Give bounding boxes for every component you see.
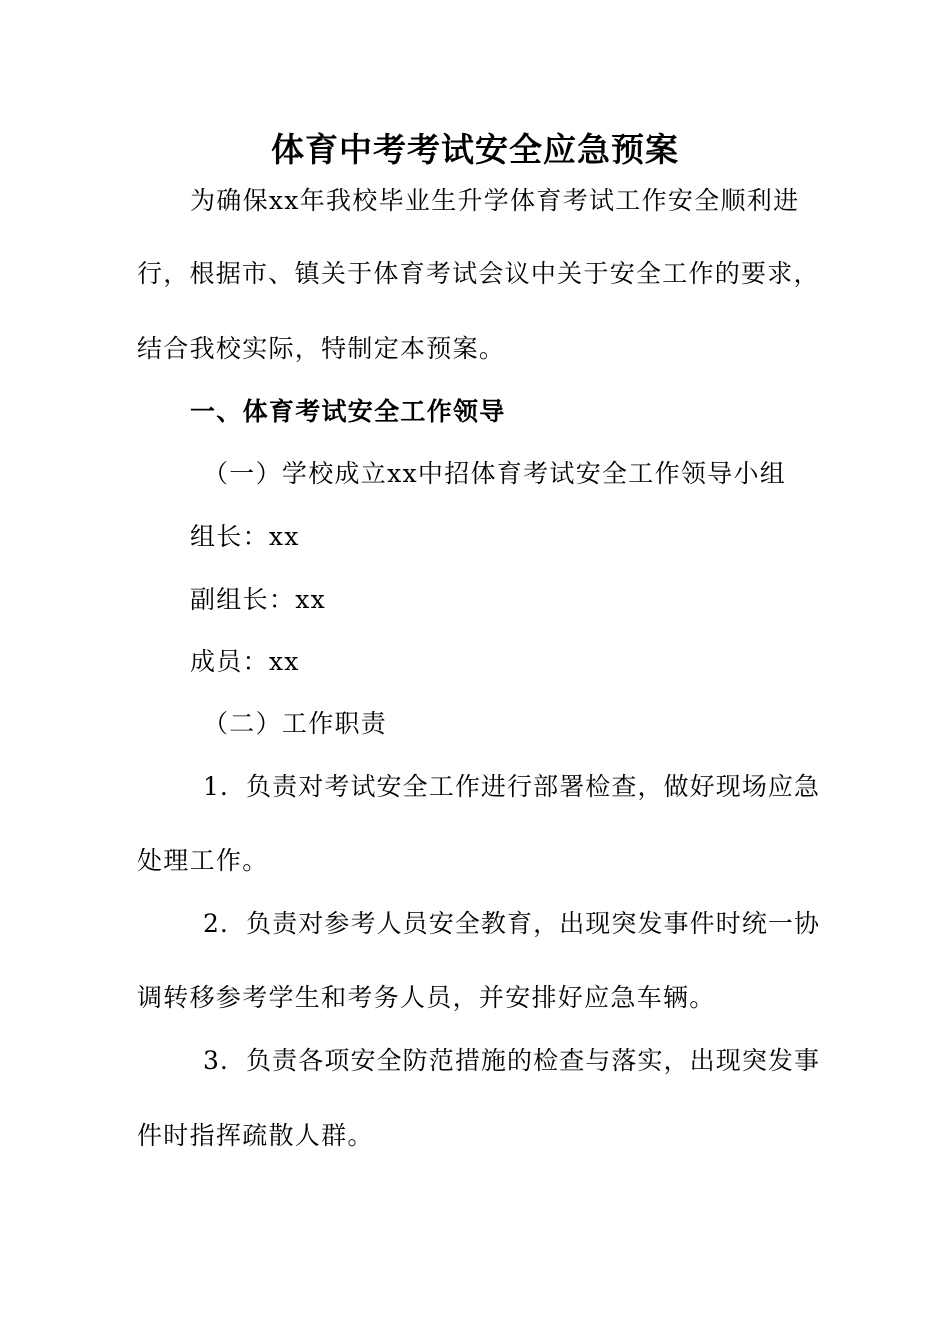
- duty-item-3-line-1: 3．负责各项安全防范措施的检查与落实，出现突发事: [203, 1046, 821, 1075]
- document-title: 体育中考考试安全应急预案: [271, 130, 679, 169]
- intro-paragraph-line-1: 为确保xx年我校毕业生升学体育考试工作安全顺利进: [190, 186, 800, 215]
- intro-paragraph-line-3: 结合我校实际，特制定本预案。: [137, 334, 506, 363]
- duty-item-3-line-2: 件时指挥疏散人群。: [137, 1121, 374, 1150]
- group-members-line: 成员：xx: [190, 647, 300, 676]
- duty-item-2-line-2: 调转移参考学生和考务人员，并安排好应急车辆。: [137, 983, 716, 1012]
- group-deputy-line: 副组长：xx: [190, 585, 326, 614]
- subsection-heading-group: （一）学校成立xx中招体育考试安全工作领导小组: [203, 459, 787, 488]
- duty-item-1-line-2: 处理工作。: [137, 846, 269, 875]
- group-leader-line: 组长：xx: [190, 522, 300, 551]
- subsection-heading-duties: （二）工作职责: [203, 709, 388, 738]
- duty-item-2-line-1: 2．负责对参考人员安全教育，出现突发事件时统一协: [203, 909, 821, 938]
- duty-item-1-line-1: 1．负责对考试安全工作进行部署检查，做好现场应急: [203, 772, 821, 801]
- intro-paragraph-line-2: 行，根据市、镇关于体育考试会议中关于安全工作的要求，: [137, 259, 820, 288]
- section-heading-leadership: 一、体育考试安全工作领导: [190, 397, 506, 426]
